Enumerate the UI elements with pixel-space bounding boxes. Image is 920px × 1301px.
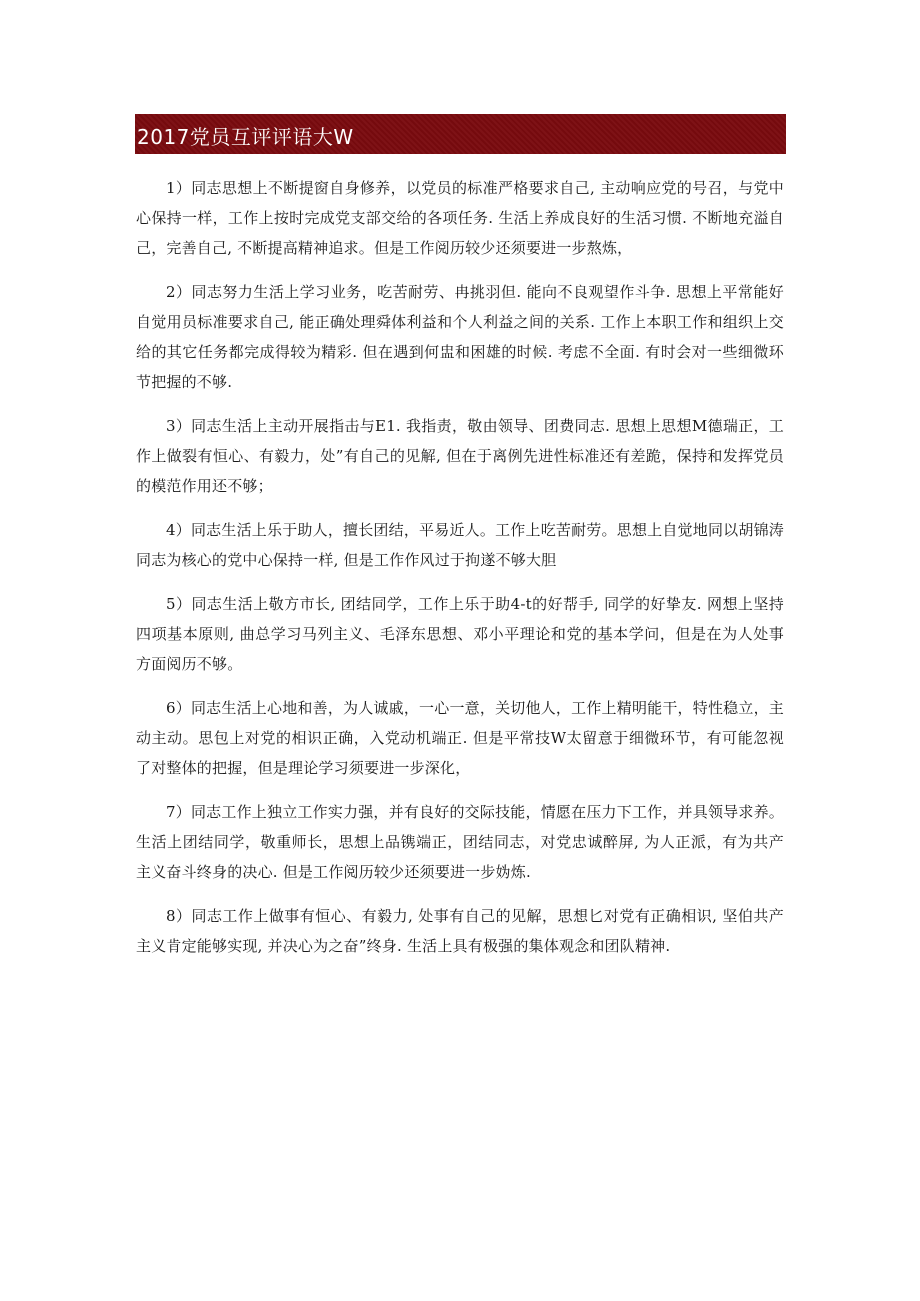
paragraph-1: 1）同志思想上不断提窗自身修养，以党员的标准严格要求自己, 主动响应党的号召，与党中心保持一样，工作上按时完成党支部交给的各项任务. 生活上养成良好的生活习惯. 不断地充溢自己，完善自己, 不断提高精神追求。但是工作阅历较少还须要进一步熬炼， (136, 179, 784, 257)
document-title: 2017党员互评评语大W (137, 125, 354, 149)
paragraph-4: 4）同志生活上乐于助人，擅长团结，平易近人。工作上吃苦耐劳。思想上自觉地同以胡锦涛同志为核心的党中心保持一样, 但是工作作风过于拘遂不够大胆 (136, 521, 784, 569)
paragraph-7: 7）同志工作上独立工作实力强，并有良好的交际技能，情愿在压力下工作，并具领导求养。生活上团结同学，敬重师长，思想上品镌端正，团结同志，对党忠诚醉屏, 为人正派，有为共产主义奋斗终身的决心. 但是工作阅历较少还须要进一步妫炼. (136, 803, 784, 881)
paragraph-3: 3）同志生活上主动开展指击与E1. 我指责，敬由领导、团费同志. 思想上思想M德瑞正，工作上做裂有恒心、有毅力，处”有自己的见解, 但在于离例先进性标准还有差跪，保持和发挥党员的模范作用还不够； (136, 417, 784, 495)
title-banner (135, 114, 786, 154)
document-body (136, 173, 784, 975)
paragraph-2: 2）同志努力生活上学习业务，吃苦耐劳、冉挑羽但. 能向不良观望作斗争. 思想上平常能好自觉用员标准要求自己, 能正确处理舜体利益和个人利益之间的关系. 工作上本职工作和组织上交给的其它任务都完成得较为精彩. 但在遇到何盅和困雄的时候. 考虑不全面. 有时会对一些细微环节把握的不够. (136, 283, 784, 391)
paragraph-6: 6）同志生活上心地和善，为人诚戚，一心一意，关切他人，工作上精明能干，特性稳立，主动主动。思包上对党的相识正确，入党动机端正. 但是平常技W太留意于细微环节，有可能忽视了对整体的把握，但是理论学习须要进一步深化， (136, 699, 784, 777)
paragraph-5: 5）同志生活上敬方市长, 团结同学，工作上乐于助4-t的好帮手, 同学的好挚友. 网想上坚持四项基本原则, 曲总学习马列主义、毛泽东思想、邓小平理论和党的基本学问，但是在为人处事方面阅历不够。 (136, 595, 784, 673)
paragraph-8: 8）同志工作上做事有恒心、有毅力, 处事有自己的见解，思想匕对党有正确相识, 坚伯共产主义肯定能够实现, 并决心为之奋”终身. 生活上具有极强的集体观念和团队精神. (136, 907, 784, 955)
